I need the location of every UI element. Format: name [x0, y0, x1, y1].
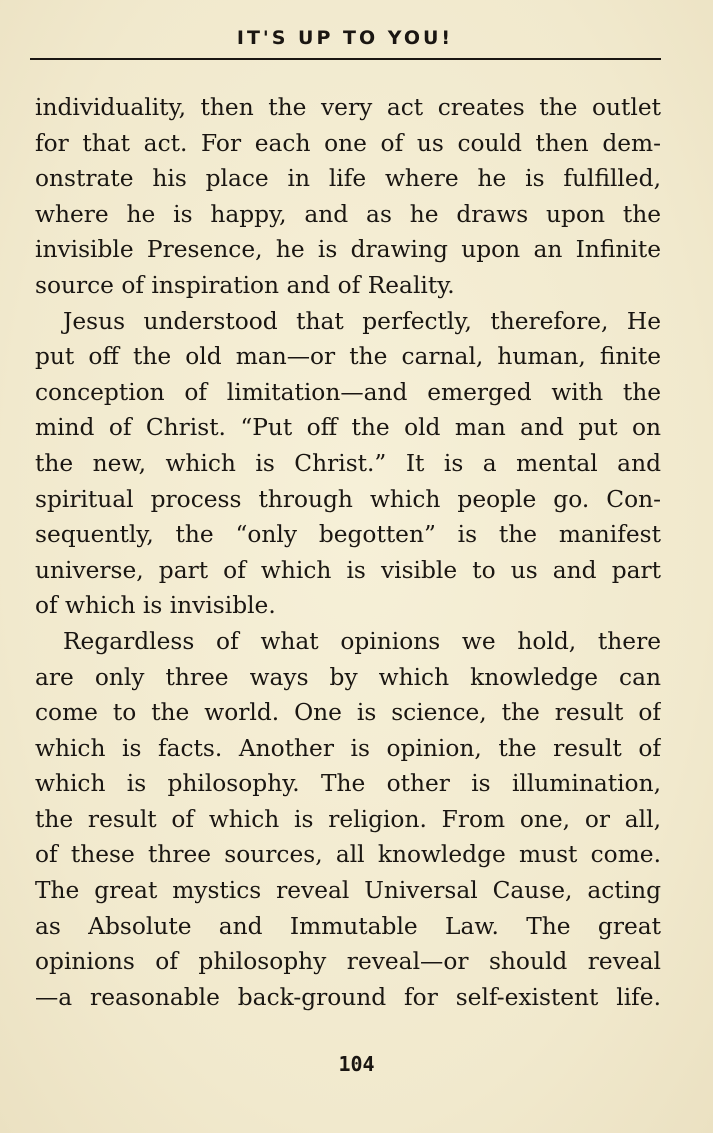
- page-number: 104: [338, 1052, 375, 1076]
- text-line: —a reasonable back-ground for self-existent life.: [35, 983, 661, 1011]
- text-line: source of inspiration and of Reality.: [35, 271, 455, 299]
- running-title: IT'S UP TO YOU!: [236, 27, 454, 49]
- text-line: individuality, then the very act creates the outlet: [35, 94, 661, 121]
- text-line: spiritual process through which people go. Con-: [35, 485, 661, 513]
- text-line: mind of Christ. “Put off the old man and put on: [35, 414, 661, 442]
- text-line: conception of limitation—and emerged with the: [35, 378, 661, 406]
- text-line: Jesus understood that perfectly, therefore, He: [63, 307, 661, 335]
- text-line: sequently, the “only begotten” is the manifest: [35, 521, 661, 549]
- body-text: [35, 90, 661, 1015]
- text-line: of these three sources, all knowledge must come.: [35, 841, 661, 869]
- text-line: of which is invisible.: [35, 592, 276, 620]
- text-line: the new, which is Christ.” It is a mental and: [35, 449, 661, 477]
- text-line: Regardless of what opinions we hold, there: [63, 627, 661, 655]
- text-line: the result of which is religion. From one, or all,: [35, 805, 661, 833]
- text-line: which is facts. Another is opinion, the result of: [35, 734, 661, 762]
- text-line: which is philosophy. The other is illumination,: [35, 770, 661, 798]
- header-rule: [30, 58, 661, 60]
- text-line: universe, part of which is visible to us and part: [35, 556, 661, 584]
- text-line: invisible Presence, he is drawing upon an Infinite: [35, 236, 661, 264]
- text-line: onstrate his place in life where he is fulfilled,: [35, 165, 661, 193]
- text-line: for that act. For each one of us could then dem-: [35, 129, 661, 157]
- text-line: where he is happy, and as he draws upon the: [35, 200, 661, 228]
- text-line: come to the world. One is science, the result of: [35, 699, 661, 727]
- text-line: The great mystics reveal Universal Cause, acting: [35, 877, 661, 905]
- text-line: put off the old man—or the carnal, human, finite: [35, 343, 661, 371]
- text-line: as Absolute and Immutable Law. The great: [35, 912, 661, 940]
- text-line: opinions of philosophy reveal—or should reveal: [35, 948, 661, 976]
- text-line: are only three ways by which knowledge can: [35, 663, 661, 691]
